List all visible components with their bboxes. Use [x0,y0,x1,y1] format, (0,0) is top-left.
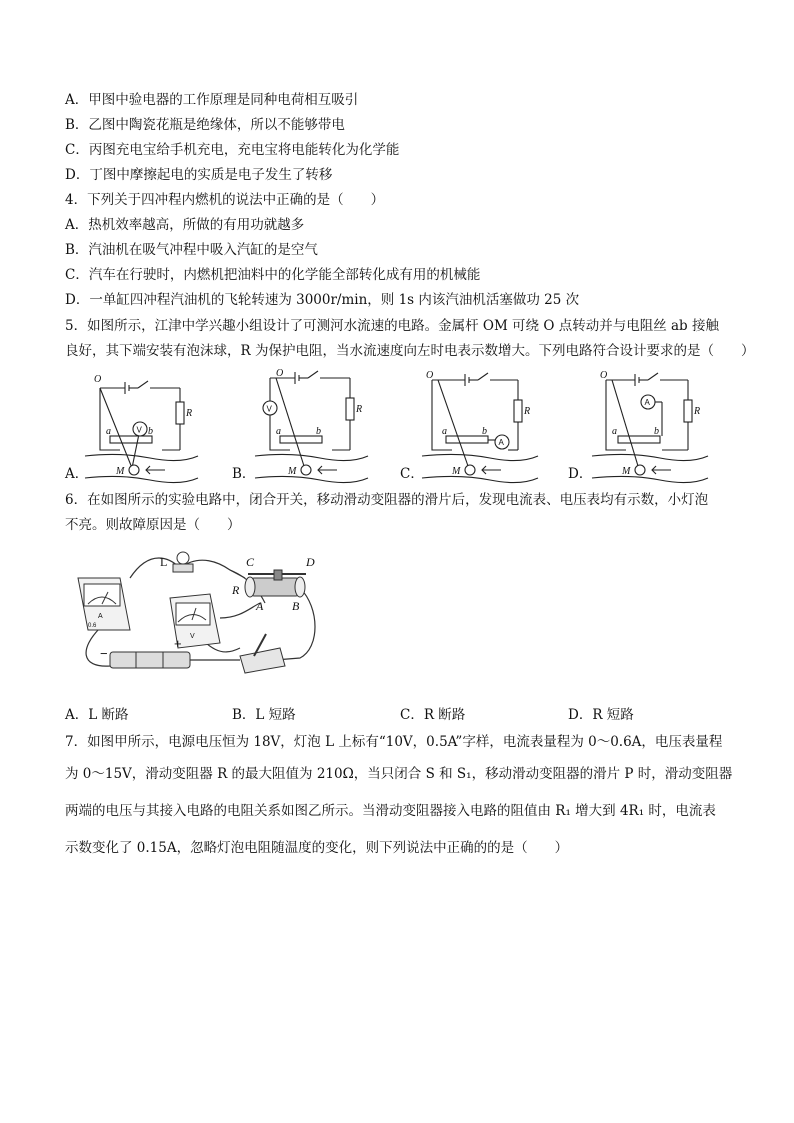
rheostat-label-r: R [232,583,240,597]
ammeter-scale: 0.6 [88,623,97,629]
voltmeter-icon: V [136,425,142,435]
label-a: a [276,426,281,437]
label-o: O [426,370,434,381]
label-r: R [356,404,363,415]
label-b: b [148,426,153,437]
label-m: M [288,466,297,477]
label-a: a [442,426,447,437]
label-o: O [276,368,284,379]
voltmeter-icon: V [266,404,272,414]
rheostat-terminal-a: A [256,599,264,613]
q4-option-b: B．汽油机在吸气冲程中吸入汽缸的是空气 [65,242,318,258]
label-r: R [186,408,193,419]
label-r: R [524,406,531,417]
rheostat-terminal-c: C [246,555,255,569]
q6-option-d: D．R 短路 [568,707,634,723]
q7-line2: 为 0～15V，滑动变阻器 R 的最大阻值为 210Ω，当只闭合 S 和 S₁，移动滑动变阻器的滑片 P 时，滑动变阻器 [65,766,733,782]
q5-stem-line2: 良好，其下端安装有泡沫球，R 为保护电阻，当水流速度向左时电表示数增大。下列电路符合设计要求的是（ ） [65,343,755,359]
q6-option-b: B．L 短路 [232,707,296,723]
q5-diagram-c [420,370,540,480]
q3-option-a: A．甲图中验电器的工作原理是同种电荷相互吸引 [65,92,359,108]
q3-option-c: C．丙图充电宝给手机充电，充电宝将电能转化为化学能 [65,142,400,158]
ammeter-icon: A [644,398,650,407]
q6-stem-line2: 不亮。则故障原因是（ ） [65,517,241,533]
q7-line4: 示数变化了 0.15A，忽略灯泡电阻随温度的变化，则下列说法中正确的的是（ ） [65,840,569,856]
q6-option-c: C．R 断路 [400,707,466,723]
ammeter-icon: A [98,613,103,620]
q5-stem-line1: 5．如图所示，江津中学兴趣小组设计了可测河水流速的电路。金属杆 OM 可绕 O 点转动并与电阻丝 ab 接触 [65,318,719,334]
q7-line1: 7．如图甲所示，电源电压恒为 18V，灯泡 L 上标有“10V，0.5A”字样，电流表量程为 0～0.6A，电压表量程 [65,734,723,750]
q5-option-a: A． [65,466,89,482]
voltmeter-icon: V [190,633,195,640]
q5-option-d: D． [568,466,593,482]
q5-option-b: B． [232,466,256,482]
battery-minus: − [100,646,108,661]
q6-stem-line1: 6．在如图所示的实验电路中，闭合开关，移动滑动变阻器的滑片后，发现电流表、电压表均有示数，小灯泡 [65,492,709,508]
rheostat-terminal-b: B [292,599,300,613]
q4-stem: 4．下列关于四冲程内燃机的说法中正确的是（ ） [65,192,385,208]
q6-option-a: A．L 断路 [65,707,129,723]
label-o: O [94,374,102,385]
label-o: O [600,370,608,381]
q7-line3: 两端的电压与其接入电路的电阻关系如图乙所示。当滑动变阻器接入电路的阻值由 R₁ 增大到 4R₁ 时，电流表 [65,803,716,819]
label-b: b [654,426,659,437]
q4-option-c: C．汽车在行驶时，内燃机把油料中的化学能全部转化成有用的机械能 [65,267,481,283]
label-m: M [116,466,125,477]
label-m: M [452,466,461,477]
q4-option-a: A．热机效率越高，所做的有用功就越多 [65,217,305,233]
lamp-label: L [160,555,168,569]
q5-diagram-a [80,370,200,480]
battery-plus: + [174,636,182,651]
ammeter-icon: A [498,438,504,447]
label-m: M [622,466,631,477]
q5-diagram-b [250,370,370,480]
label-b: b [316,426,321,437]
label-r: R [694,406,701,417]
label-b: b [482,426,487,437]
label-a: a [612,426,617,437]
rheostat-terminal-d: D [306,555,315,569]
q6-circuit-photo [70,548,330,678]
q5-option-c: C． [400,466,424,482]
q3-option-d: D．丁图中摩擦起电的实质是电子发生了转移 [65,167,333,183]
q5-diagram-d [590,370,710,480]
q4-option-d: D．一单缸四冲程汽油机的飞轮转速为 3000r/min，则 1s 内该汽油机活塞做功 25 次 [65,292,580,308]
q3-option-b: B．乙图中陶瓷花瓶是绝缘体，所以不能够带电 [65,117,345,133]
label-a: a [106,426,111,437]
